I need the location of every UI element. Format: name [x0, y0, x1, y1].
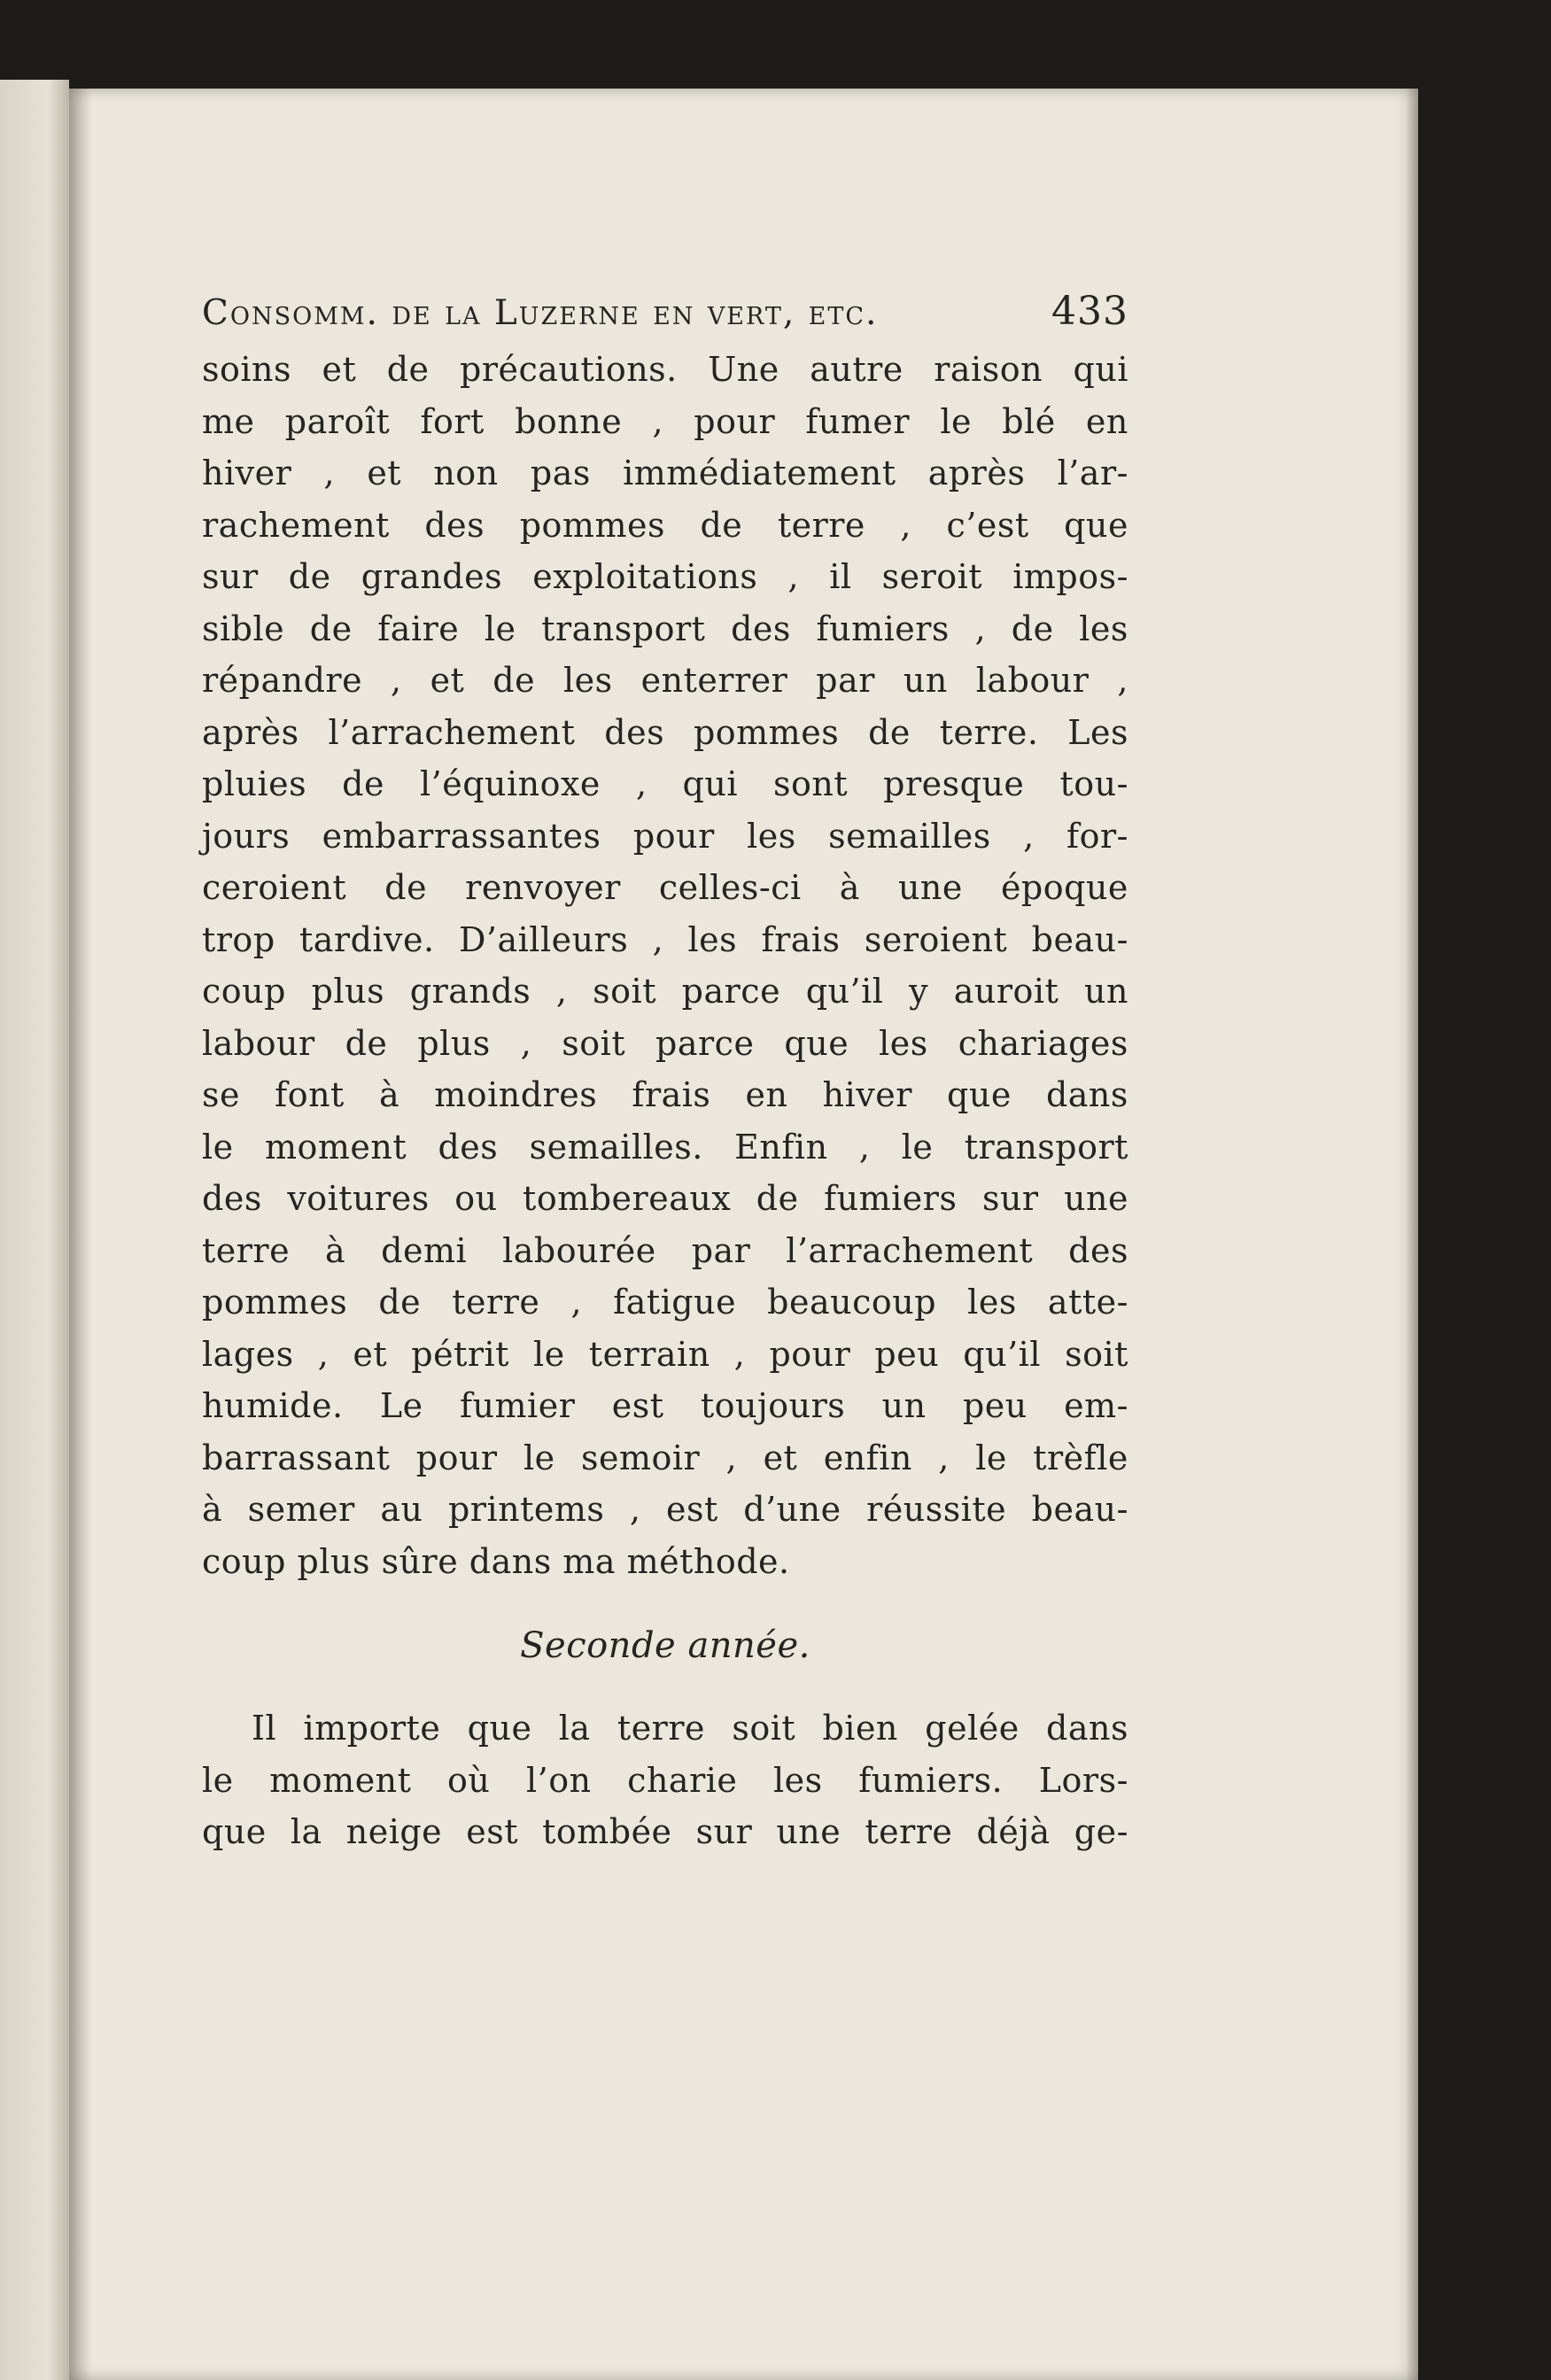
text-line: lages , et pétrit le terrain , pour peu qu’il soit	[202, 1334, 1128, 1374]
text-line: Il importe que la terre soit bien gelée dans	[252, 1709, 1128, 1748]
paragraph-1	[202, 344, 1128, 1587]
text-line: sur de grandes exploitations , il seroit impos-	[202, 557, 1128, 596]
text-line: le moment où l’on charie les fumiers. Lors-	[202, 1760, 1128, 1800]
text-line: le moment des semailles. Enfin , le transport	[202, 1127, 1128, 1167]
running-head-title: Consomm. de la Luzerne en vert, etc.	[202, 293, 879, 333]
text-line: terre à demi labourée par l’arrachement des	[202, 1230, 1128, 1270]
text-line: pommes de terre , fatigue beaucoup les atte-	[202, 1283, 1128, 1322]
text-line: coup plus sûre dans ma méthode.	[202, 1541, 790, 1581]
page-text	[202, 285, 1128, 1858]
text-line: trop tardive. D’ailleurs , les frais seroient beau-	[202, 919, 1128, 959]
text-line: après l’arrachement des pommes de terre. Les	[202, 712, 1128, 752]
text-line: hiver , et non pas immédiatement après l’ar-	[202, 454, 1128, 492]
text-line: humide. Le fumier est toujours un peu em-	[202, 1386, 1128, 1425]
book-page	[69, 89, 1418, 2380]
text-line: soins et de précautions. Une autre raison qui	[202, 350, 1128, 389]
text-line: à semer au printems , est d’une réussite beau-	[202, 1490, 1128, 1529]
page-edge-shadow	[1406, 89, 1418, 2380]
text-line: des voitures ou tombereaux de fumiers sur une	[202, 1179, 1128, 1218]
text-line: me paroît fort bonne , pour fumer le blé en	[202, 401, 1128, 441]
text-line: ceroient de renvoyer celles-ci à une époque	[202, 868, 1128, 907]
running-head	[202, 285, 1128, 338]
text-line: pluies de l’équinoxe , qui sont presque tou-	[202, 764, 1128, 803]
text-line: barrassant pour le semoir , et enfin , le trèfle	[202, 1438, 1128, 1477]
section-heading: Seconde année.	[520, 1625, 810, 1666]
text-line: répandre , et de les enterrer par un labour ,	[202, 661, 1128, 700]
facing-page-edge	[0, 80, 69, 2380]
text-line: labour de plus , soit parce que les chariages	[202, 1023, 1128, 1063]
page-number: 433	[1051, 289, 1128, 334]
text-line: se font à moindres frais en hiver que dans	[202, 1075, 1128, 1114]
paragraph-2	[202, 1702, 1128, 1858]
text-line: coup plus grands , soit parce qu’il y auroit un	[202, 972, 1128, 1011]
gutter-shadow	[69, 89, 92, 2380]
text-line: que la neige est tombée sur une terre déjà ge-	[202, 1812, 1128, 1851]
text-line: rachement des pommes de terre , c’est que	[202, 505, 1128, 545]
text-line: jours embarrassantes pour les semailles , for-	[202, 816, 1128, 856]
text-line: sible de faire le transport des fumiers , de les	[202, 609, 1128, 648]
